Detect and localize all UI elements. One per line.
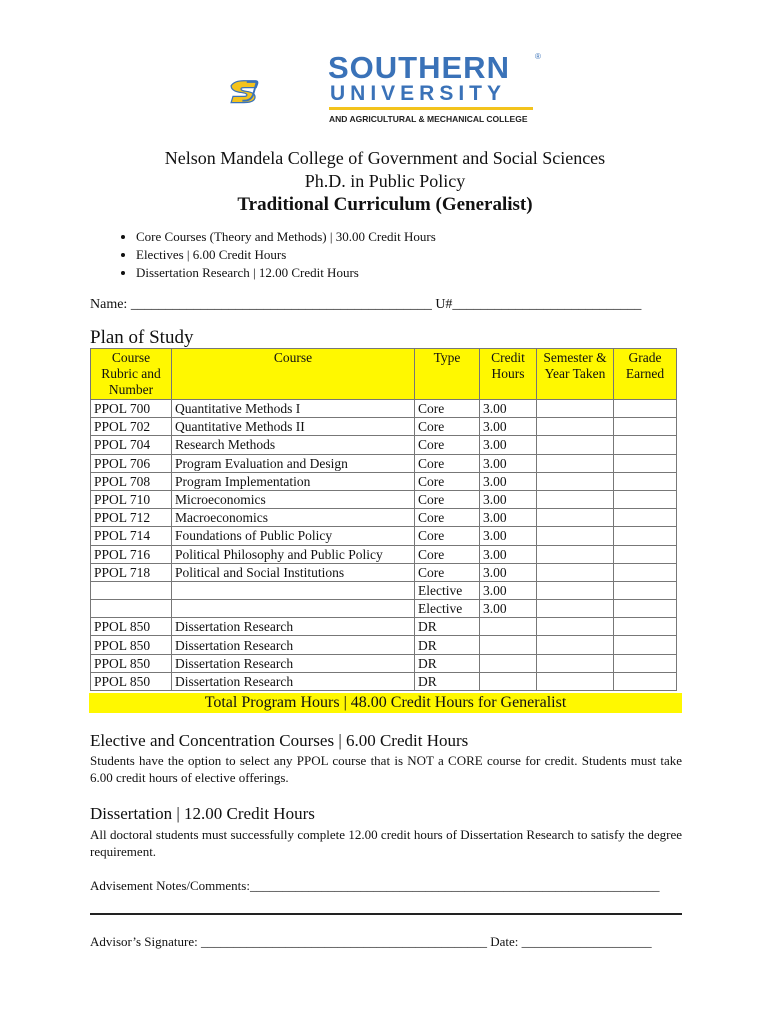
cell-credit: 3.00 bbox=[480, 545, 537, 563]
cell-grade[interactable] bbox=[614, 581, 677, 599]
cell-rubric: PPOL 710 bbox=[91, 490, 172, 508]
dissertation-section-title: Dissertation | 12.00 Credit Hours bbox=[90, 804, 315, 823]
table-row bbox=[91, 472, 677, 490]
table-row bbox=[91, 636, 677, 654]
col-header-type: Type bbox=[415, 349, 480, 400]
table-row bbox=[91, 436, 677, 454]
cell-rubric: PPOL 712 bbox=[91, 509, 172, 527]
cell-grade[interactable] bbox=[614, 545, 677, 563]
cell-course bbox=[172, 600, 415, 618]
cell-rubric bbox=[91, 581, 172, 599]
cell-credit: 3.00 bbox=[480, 490, 537, 508]
cell-semester[interactable] bbox=[537, 490, 614, 508]
cell-course: Foundations of Public Policy bbox=[172, 527, 415, 545]
table-row bbox=[91, 490, 677, 508]
cell-grade[interactable] bbox=[614, 418, 677, 436]
summary-core: • Core Courses (Theory and Methods) | 30.00 Credit Hours bbox=[136, 228, 436, 246]
cell-course: Dissertation Research bbox=[172, 618, 415, 636]
summary-dissertation: • Dissertation Research | 12.00 Credit Hours bbox=[136, 264, 436, 282]
cell-credit bbox=[480, 618, 537, 636]
table-row bbox=[91, 509, 677, 527]
table-row bbox=[91, 672, 677, 690]
cell-type: Core bbox=[415, 418, 480, 436]
cell-grade[interactable] bbox=[614, 636, 677, 654]
cell-type: Core bbox=[415, 472, 480, 490]
elective-section-title: Elective and Concentration Courses | 6.00 Credit Hours bbox=[90, 731, 469, 750]
cell-semester[interactable] bbox=[537, 545, 614, 563]
cell-semester[interactable] bbox=[537, 672, 614, 690]
cell-semester[interactable] bbox=[537, 454, 614, 472]
cell-type: Core bbox=[415, 527, 480, 545]
cell-type: Core bbox=[415, 400, 480, 418]
table-row bbox=[91, 581, 677, 599]
cell-semester[interactable] bbox=[537, 654, 614, 672]
cell-credit: 3.00 bbox=[480, 454, 537, 472]
cell-grade[interactable] bbox=[614, 436, 677, 454]
name-id-field[interactable]: Name: ___________________________________________ U#___________________________ bbox=[90, 297, 642, 312]
cell-course: Political and Social Institutions bbox=[172, 563, 415, 581]
cell-course: Dissertation Research bbox=[172, 672, 415, 690]
cell-credit: 3.00 bbox=[480, 472, 537, 490]
cell-credit: 3.00 bbox=[480, 581, 537, 599]
plan-of-study-title: Plan of Study bbox=[90, 327, 194, 348]
notes-rule bbox=[90, 913, 682, 915]
cell-type: Elective bbox=[415, 600, 480, 618]
cell-type: Core bbox=[415, 490, 480, 508]
cell-grade[interactable] bbox=[614, 509, 677, 527]
logo-registered-mark: ® bbox=[535, 52, 541, 61]
cell-rubric: PPOL 714 bbox=[91, 527, 172, 545]
cell-semester[interactable] bbox=[537, 600, 614, 618]
cell-type: Core bbox=[415, 563, 480, 581]
cell-course: Macroeconomics bbox=[172, 509, 415, 527]
cell-rubric: PPOL 716 bbox=[91, 545, 172, 563]
cell-credit: 3.00 bbox=[480, 436, 537, 454]
cell-rubric: PPOL 706 bbox=[91, 454, 172, 472]
logo-subtitle: AND AGRICULTURAL & MECHANICAL COLLEGE bbox=[329, 114, 528, 124]
cell-credit bbox=[480, 636, 537, 654]
col-header-semester: Semester & Year Taken bbox=[537, 349, 614, 400]
cell-semester[interactable] bbox=[537, 563, 614, 581]
cell-credit: 3.00 bbox=[480, 418, 537, 436]
cell-grade[interactable] bbox=[614, 527, 677, 545]
col-header-rubric: Course Rubric and Number bbox=[91, 349, 172, 400]
cell-rubric: PPOL 850 bbox=[91, 618, 172, 636]
cell-credit: 3.00 bbox=[480, 527, 537, 545]
cell-type: Core bbox=[415, 545, 480, 563]
total-program-hours: Total Program Hours | 48.00 Credit Hours for Generalist bbox=[89, 693, 682, 713]
cell-course: Microeconomics bbox=[172, 490, 415, 508]
cell-course: Political Philosophy and Public Policy bbox=[172, 545, 415, 563]
summary-electives: • Electives | 6.00 Credit Hours bbox=[136, 246, 436, 264]
elective-section-text: Students have the option to select any PPOL course that is NOT a CORE course for credit. Students must take 6.00 credit hours of elective offerings. bbox=[90, 753, 682, 785]
cell-rubric: PPOL 700 bbox=[91, 400, 172, 418]
cell-course: Program Implementation bbox=[172, 472, 415, 490]
cell-credit: 3.00 bbox=[480, 509, 537, 527]
col-header-course: Course bbox=[172, 349, 415, 400]
cell-semester[interactable] bbox=[537, 581, 614, 599]
cell-grade[interactable] bbox=[614, 400, 677, 418]
cell-grade[interactable] bbox=[614, 490, 677, 508]
cell-rubric: PPOL 708 bbox=[91, 472, 172, 490]
cell-course: Program Evaluation and Design bbox=[172, 454, 415, 472]
cell-rubric: PPOL 702 bbox=[91, 418, 172, 436]
cell-type: DR bbox=[415, 672, 480, 690]
cell-rubric: PPOL 850 bbox=[91, 636, 172, 654]
cell-credit bbox=[480, 672, 537, 690]
cell-semester[interactable] bbox=[537, 472, 614, 490]
cell-semester[interactable] bbox=[537, 509, 614, 527]
cell-grade[interactable] bbox=[614, 654, 677, 672]
table-row bbox=[91, 545, 677, 563]
cell-type: Core bbox=[415, 436, 480, 454]
cell-credit: 3.00 bbox=[480, 400, 537, 418]
cell-course: Quantitative Methods II bbox=[172, 418, 415, 436]
cell-rubric: PPOL 704 bbox=[91, 436, 172, 454]
university-logo-icon bbox=[228, 52, 328, 130]
table-row bbox=[91, 454, 677, 472]
table-row bbox=[91, 618, 677, 636]
cell-grade[interactable] bbox=[614, 563, 677, 581]
cell-rubric: PPOL 850 bbox=[91, 654, 172, 672]
cell-semester[interactable] bbox=[537, 636, 614, 654]
cell-semester[interactable] bbox=[537, 418, 614, 436]
cell-type: Core bbox=[415, 509, 480, 527]
cell-type: DR bbox=[415, 636, 480, 654]
plan-of-study-table bbox=[90, 348, 677, 691]
cell-semester[interactable] bbox=[537, 618, 614, 636]
dissertation-section-text: All doctoral students must successfully complete 12.00 credit hours of Dissertation Research to satisfy the degree requirement. bbox=[90, 827, 682, 859]
table-row bbox=[91, 400, 677, 418]
table-row bbox=[91, 654, 677, 672]
table-row bbox=[91, 418, 677, 436]
cell-course: Dissertation Research bbox=[172, 654, 415, 672]
program-name: Ph.D. in Public Policy bbox=[304, 171, 466, 191]
cell-semester[interactable] bbox=[537, 436, 614, 454]
table-row bbox=[91, 600, 677, 618]
cell-grade[interactable] bbox=[614, 454, 677, 472]
cell-rubric: PPOL 718 bbox=[91, 563, 172, 581]
cell-grade[interactable] bbox=[614, 618, 677, 636]
logo-wordmark-southern: SOUTHERN bbox=[328, 50, 510, 85]
cell-grade[interactable] bbox=[614, 672, 677, 690]
cell-course: Quantitative Methods I bbox=[172, 400, 415, 418]
credit-summary-list bbox=[96, 228, 436, 282]
logo-wordmark-university: UNIVERSITY bbox=[330, 82, 507, 105]
logo-gold-rule bbox=[329, 107, 533, 110]
cell-course: Dissertation Research bbox=[172, 636, 415, 654]
college-name: Nelson Mandela College of Government and Social Sciences bbox=[164, 148, 606, 168]
cell-rubric bbox=[91, 600, 172, 618]
cell-type: DR bbox=[415, 618, 480, 636]
advisement-notes-field[interactable]: Advisement Notes/Comments:_______________________________________________________________ bbox=[90, 878, 660, 893]
cell-type: Elective bbox=[415, 581, 480, 599]
cell-grade[interactable] bbox=[614, 472, 677, 490]
cell-grade[interactable] bbox=[614, 600, 677, 618]
cell-rubric: PPOL 850 bbox=[91, 672, 172, 690]
cell-credit: 3.00 bbox=[480, 563, 537, 581]
cell-course: Research Methods bbox=[172, 436, 415, 454]
table-row bbox=[91, 563, 677, 581]
cell-course bbox=[172, 581, 415, 599]
col-header-credit: Credit Hours bbox=[480, 349, 537, 400]
cell-type: Core bbox=[415, 454, 480, 472]
curriculum-title: Traditional Curriculum (Generalist) bbox=[237, 194, 533, 215]
cell-credit bbox=[480, 654, 537, 672]
cell-semester[interactable] bbox=[537, 400, 614, 418]
col-header-grade: Grade Earned bbox=[614, 349, 677, 400]
cell-semester[interactable] bbox=[537, 527, 614, 545]
cell-credit: 3.00 bbox=[480, 600, 537, 618]
cell-type: DR bbox=[415, 654, 480, 672]
advisor-signature-field[interactable]: Advisor’s Signature: ____________________________________________ Date: ____________________ bbox=[90, 934, 652, 949]
table-row bbox=[91, 527, 677, 545]
